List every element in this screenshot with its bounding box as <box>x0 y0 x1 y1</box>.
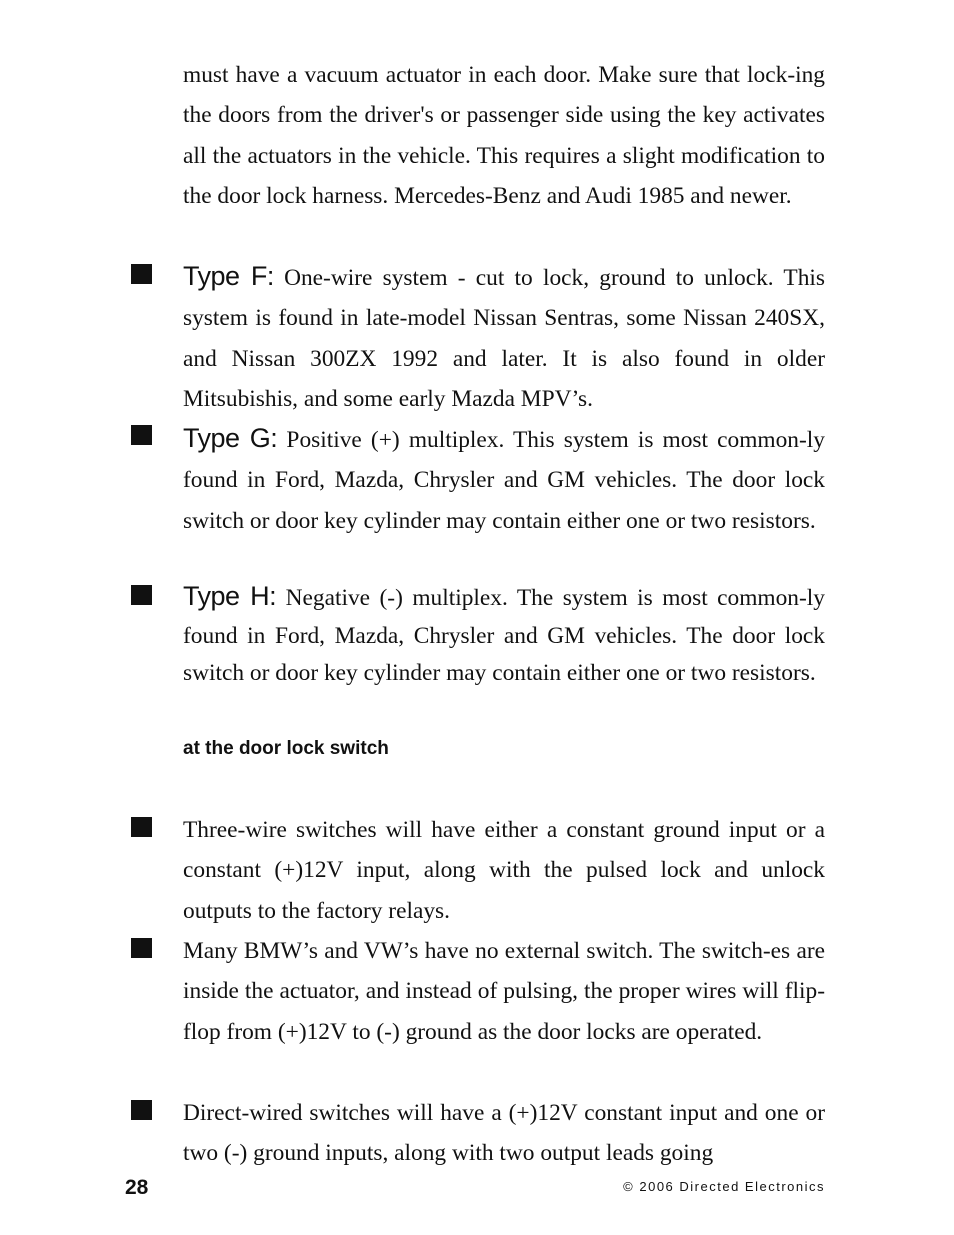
copyright-notice: © 2006 Directed Electronics <box>623 1179 825 1194</box>
page-number: 28 <box>125 1176 149 1199</box>
intro-paragraph: must have a vacuum actuator in each door. Make sure that lock-ing the doors from the driver's or passenger side using the key activates all the actuators in the vehicle. This requires a slight modification to the door lock harness. Mercedes-Benz and Audi 1985 and newer. <box>183 62 825 209</box>
bullet-square-icon <box>131 938 152 958</box>
switch-note-bmw-vw: Many BMW’s and VW’s have no external switch. The switch-es are inside the actuator, and instead of pulsing, the proper wires will flip-flop from (+)12V to (-) ground as the door locks are operated. <box>183 938 825 1045</box>
type-g-text: Positive (+) multiplex. This system is most common-ly found in Ford, Mazda, Chrysler and GM vehicles. The door lock switch or door key cylinder may contain either one or two resistors. <box>183 427 825 534</box>
bullet-square-icon <box>131 817 152 837</box>
bullet-square-icon <box>131 264 152 284</box>
bullet-square-icon <box>131 425 152 445</box>
bullet-square-icon <box>131 1100 152 1120</box>
switch-note-three-wire: Three-wire switches will have either a constant ground input or a constant (+)12V input, along with the pulsed lock and unlock outputs to the factory relays. <box>183 817 825 924</box>
type-f-paragraph <box>183 256 825 419</box>
type-h-label: Type H: <box>183 581 277 611</box>
type-f-label: Type F: <box>183 261 274 291</box>
type-h-paragraph <box>183 578 825 693</box>
switch-note-direct-wired: Direct-wired switches will have a (+)12V constant input and one or two (-) ground inputs, along with two output leads going <box>183 1100 825 1167</box>
type-h-text: Negative (-) multiplex. The system is most common-ly found in Ford, Mazda, Chrysler and GM vehicles. The door lock switch or door key cylinder may contain either one or two resistors. <box>183 585 825 686</box>
type-f-text: One-wire system - cut to lock, ground to unlock. This system is found in late-model Nissan Sentras, some Nissan 240SX, and Nissan 300ZX 1992 and later. It is also found in older Mitsubishis, and some early Mazda MPV’s. <box>183 265 825 412</box>
type-g-paragraph <box>183 418 825 541</box>
type-g-label: Type G: <box>183 423 278 453</box>
section-heading: at the door lock switch <box>183 738 389 759</box>
bullet-square-icon <box>131 585 152 605</box>
